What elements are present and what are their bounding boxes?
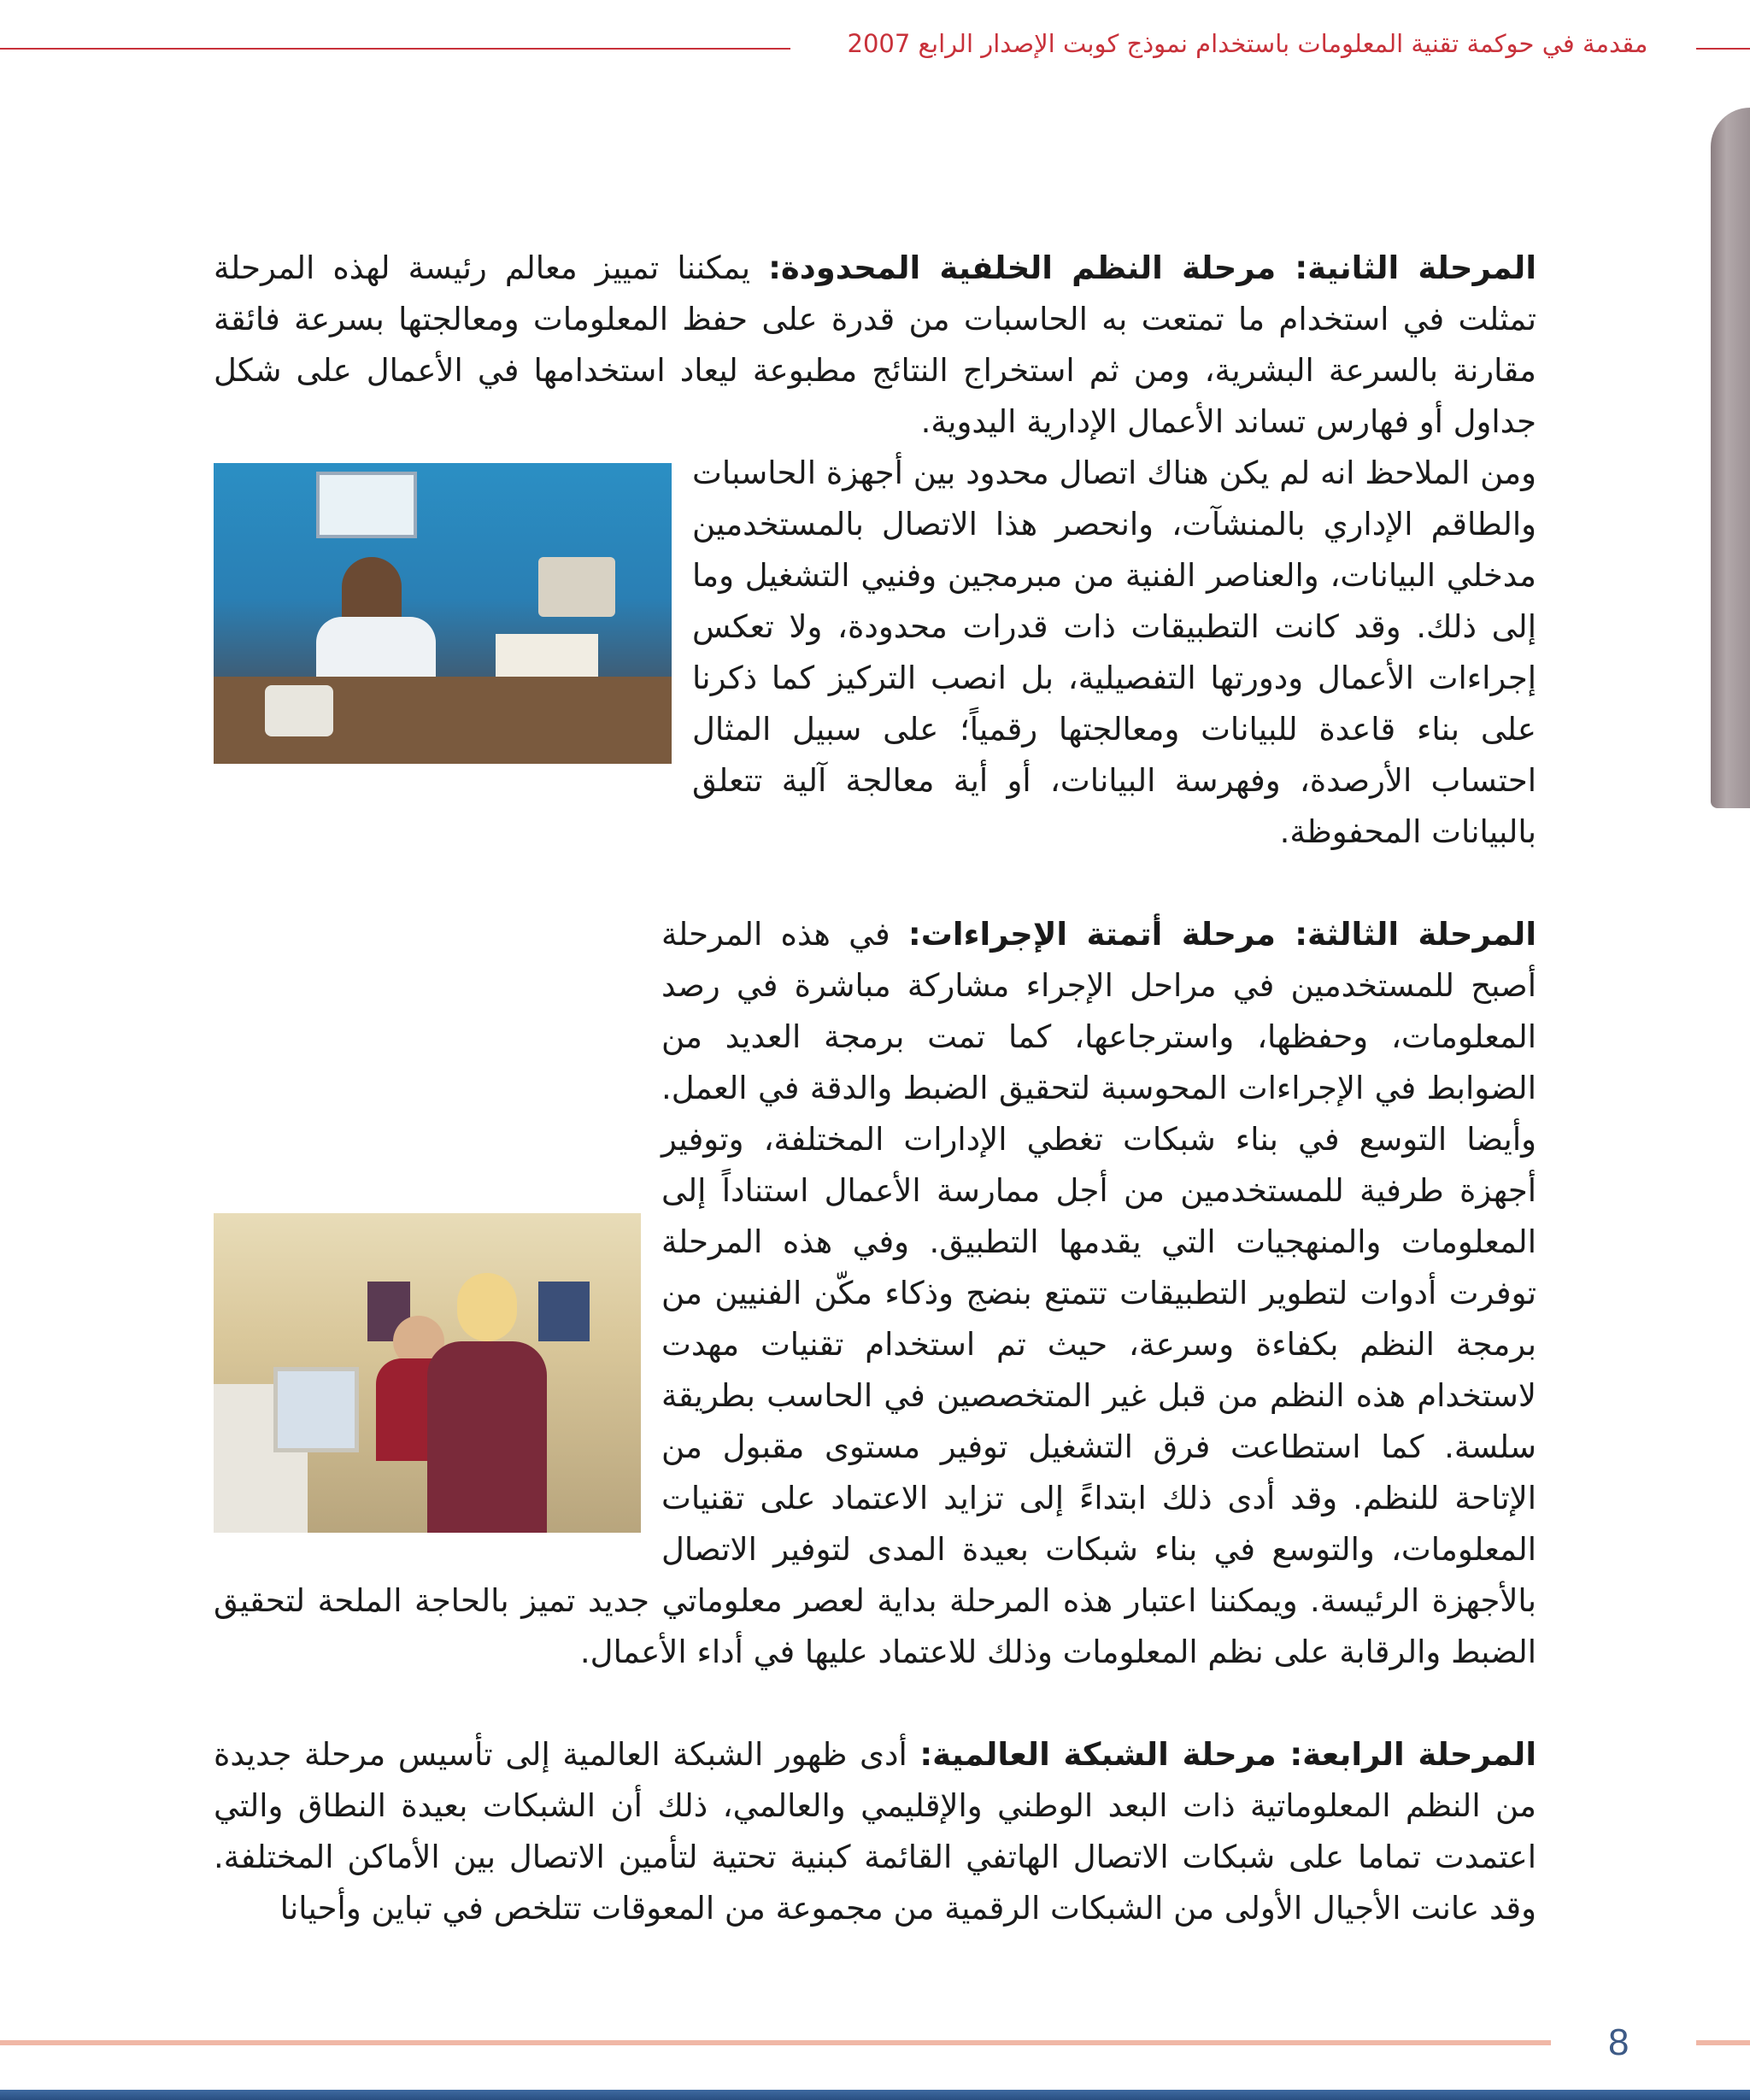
section-4-heading: المرحلة الرابعة: مرحلة الشبكة العالمية: bbox=[919, 1736, 1536, 1773]
window-shape bbox=[316, 472, 417, 538]
running-header bbox=[0, 24, 1750, 67]
office-photo bbox=[214, 463, 672, 764]
header-title: مقدمة في حوكمة تقنية المعلومات باستخدام نموذج كوبت الإصدار الرابع 2007 bbox=[847, 29, 1648, 58]
section-3-body: في هذه المرحلة أصبح للمستخدمين في مراحل الإجراء مشاركة مباشرة في رصد المعلومات، وحفظها، واسترجاعها، كما تمت برمجة العديد من الضوابط في الإجراءات المحوسبة لتحقيق الضبط والدقة في العمل. وأيضا التوسع في بناء شبكات تغطي الإدارات المختلفة، وتوفير أجهزة طرفية للمستخدمين من أجل ممارسة الأعمال استناداً إلى المعلومات والمنهجيات التي يقدمها التطبيق. وفي هذه المرحلة توفرت أدوات لتطوير التطبيقات تتمتع بنضج وذكاء مكّن الفنيين من برمجة النظم بكفاءة وسرعة، حيث تم استخدام تقنيات مهدت لاستخدام هذه النظم من قبل غير المتخصصين في الحاسب بطريقة سلسة. كما استطاعت فرق التشغيل توفير مستوى مقبول من الإتاحة للنظم. وقد أدى ذلك ابتداءً إلى تزايد الاعتماد على تقنيات المعلومات، والتوسع في بناء شبكات بعيدة المدى لتوفير الاتصال بالأجهزة الرئيسة. ويمكننا اعتبار هذه المرحلة بداية لعصر معلوماتي جديد تميز بالحاجة الملحة لتحقيق الضبط والرقابة على نظم المعلومات وذلك للاعتماد عليها في أداء الأعمال. bbox=[214, 916, 1536, 1670]
header-rule-left bbox=[0, 48, 790, 50]
wall-poster-shape bbox=[538, 1282, 590, 1341]
section-gap bbox=[214, 1678, 1536, 1729]
header-rule-right bbox=[1696, 48, 1750, 50]
person-head-shape bbox=[342, 557, 402, 625]
footer-rule-right bbox=[1696, 2040, 1750, 2045]
footer-rule-left bbox=[0, 2040, 1551, 2045]
section-2-intro bbox=[214, 243, 1536, 448]
section-2-text-1: يمكننا تمييز معالم رئيسة لهذه المرحلة تمثلت في استخدام ما تمتعت به الحاسبات من قدرة على حفظ المعلومات ومعالجتها بسرعة فائقة مقارنة بالسرعة البشرية، ومن ثم استخراج النتائج مطبوعة ليعاد استخدامها في الأعمال على شكل جداول أو فهارس تساند الأعمال الإدارية اليدوية. bbox=[214, 249, 1536, 440]
person-hair-shape bbox=[457, 1273, 517, 1341]
section-4-body: أدى ظهور الشبكة العالمية إلى تأسيس مرحلة جديدة من النظم المعلوماتية ذات البعد الوطني والإقليمي والعالمي، ذلك أن الشبكات بعيدة النطاق والتي اعتمدت تماما على شبكات الاتصال الهاتفي القائمة كبنية تحتية لتأمين الاتصال بين الأماكن المختلفة. وقد عانت الأجيال الأولى من الشبكات الرقمية من مجموعة من المعوقات تتلخص في تباين وأحيانا bbox=[214, 1736, 1536, 1927]
monitor-shape bbox=[538, 557, 615, 617]
page-number: 8 bbox=[1608, 2021, 1630, 2063]
workstation-photo bbox=[214, 1213, 641, 1533]
section-4-text bbox=[214, 1729, 1536, 1934]
monitor-shape bbox=[273, 1367, 359, 1452]
section-2-heading: المرحلة الثانية: مرحلة النظم الخلفية المحدودة: bbox=[768, 249, 1536, 286]
section-2-body: ومن الملاحظ انه لم يكن هناك اتصال محدود بين أجهزة الحاسبات والطاقم الإداري بالمنشآت، وانحصر هذا الاتصال بالمستخدمين مدخلي البيانات، والعناصر الفنية من مبرمجين وفنيي التشغيل وما إلى ذلك. وقد كانت التطبيقات ذات قدرات محدودة، ولا تعكس إجراءات الأعمال ودورتها التفصيلية، بل انصب التركيز كما ذكرنا على بناء قاعدة للبيانات ومعالجتها رقمياً؛ على سبيل المثال احتساب الأرصدة، وفهرسة البيانات، أو أية معالجة آلية تتعلق بالبيانات المحفوظة. bbox=[692, 455, 1536, 850]
section-gap bbox=[214, 858, 1536, 909]
phone-shape bbox=[265, 685, 333, 736]
side-tab-decoration bbox=[1711, 108, 1750, 808]
bottom-bar bbox=[0, 2090, 1750, 2100]
person-jacket-shape bbox=[427, 1341, 547, 1533]
papers-shape bbox=[496, 634, 598, 677]
page-content bbox=[214, 243, 1536, 1934]
section-3-heading: المرحلة الثالثة: مرحلة أتمتة الإجراءات: bbox=[907, 916, 1536, 953]
